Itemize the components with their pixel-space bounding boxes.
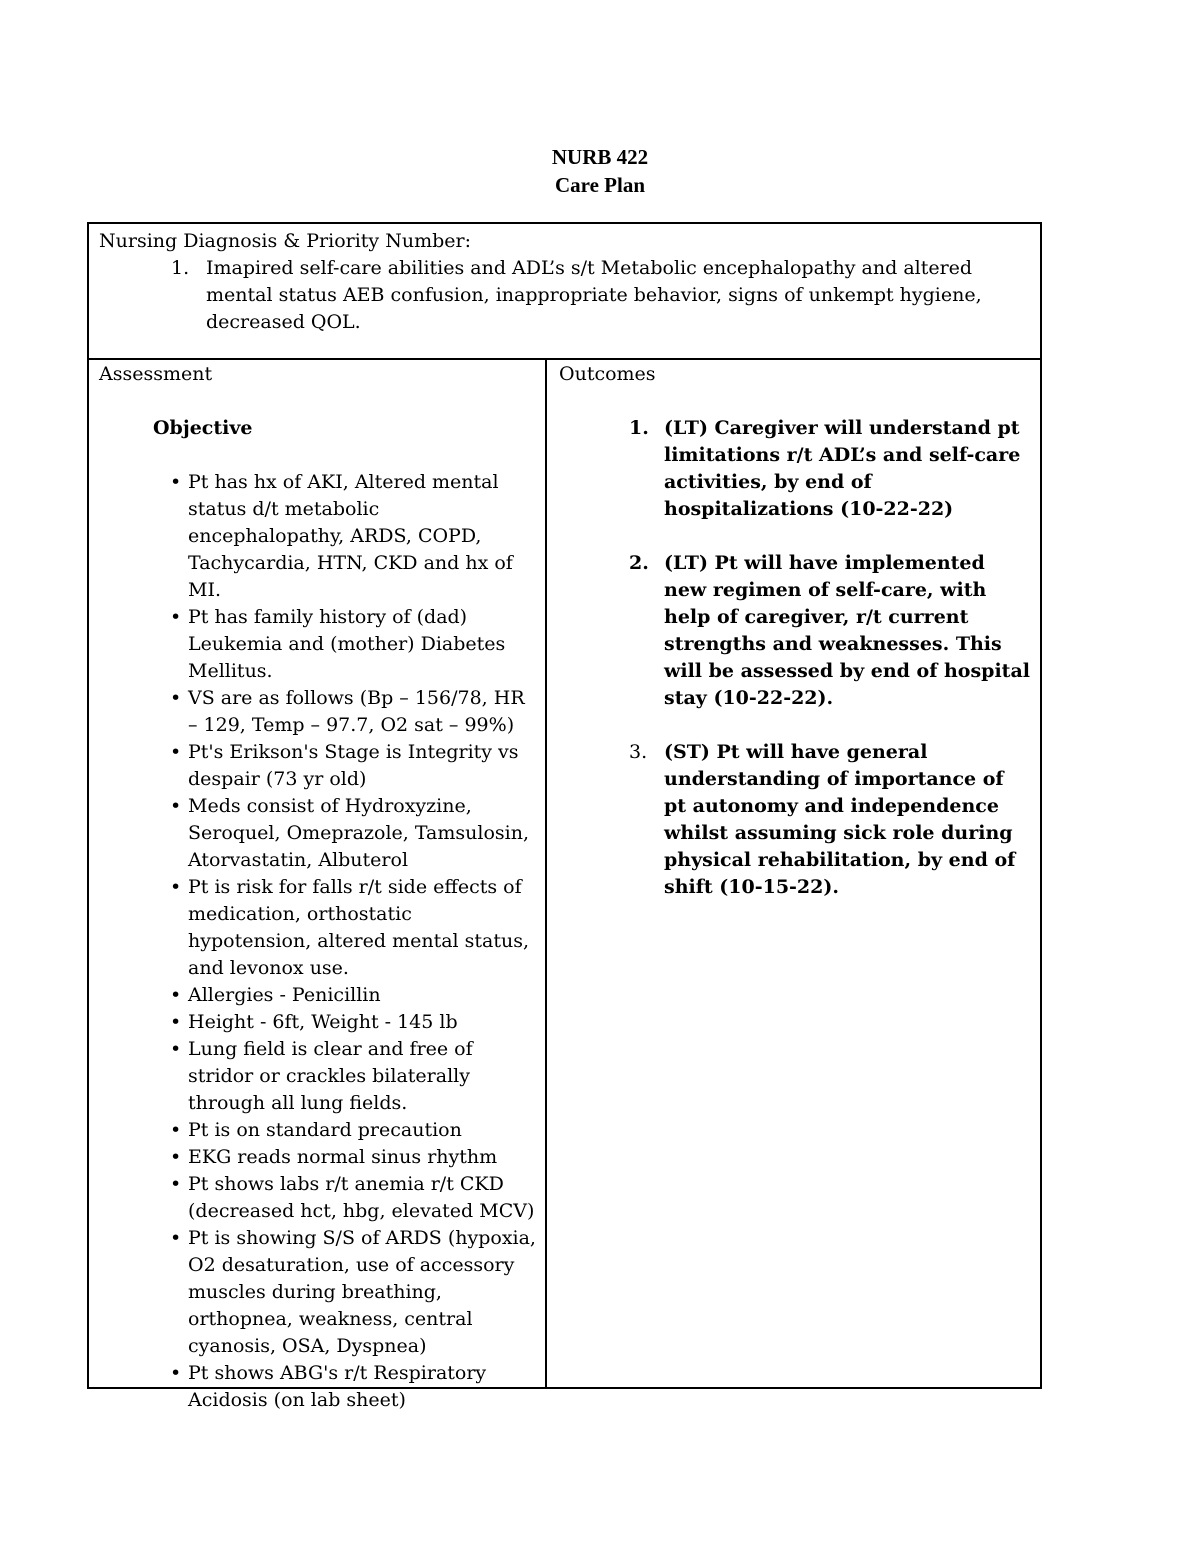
outcome-number: 1. bbox=[629, 417, 649, 439]
assessment-item-text: VS are as follows (Bp – 156/78, HR – 129, Temp – 97.7, O2 sat – 99%) bbox=[188, 687, 525, 736]
nursing-diagnosis-section bbox=[89, 224, 1040, 360]
care-plan-table bbox=[87, 222, 1042, 1411]
bullet-icon: • bbox=[170, 1146, 182, 1168]
outcome-text: (LT) Caregiver will understand pt limitations r/t ADL’s and self-care activities, by end of hospitalizations (10-22-22) bbox=[664, 417, 1021, 520]
bullet-icon: • bbox=[170, 1227, 182, 1249]
diagnosis-list bbox=[99, 255, 1040, 336]
assessment-list bbox=[99, 469, 537, 1414]
assessment-item bbox=[99, 1117, 537, 1144]
bullet-icon: • bbox=[170, 1173, 182, 1195]
outcomes-list bbox=[559, 415, 1032, 901]
assessment-item-text: Pt has family history of (dad) Leukemia and (mother) Diabetes Mellitus. bbox=[188, 606, 506, 682]
assessment-label: Assessment bbox=[99, 363, 213, 385]
objective-heading: Objective bbox=[153, 417, 253, 439]
outcome-text: (ST) Pt will have general understanding of importance of pt autonomy and independence whilst assuming sick role during physical rehabilitation, by end of shift (10-15-22). bbox=[664, 741, 1016, 898]
bullet-icon: • bbox=[170, 687, 182, 709]
assessment-column bbox=[89, 360, 547, 1411]
nursing-diagnosis-label: Nursing Diagnosis & Priority Number: bbox=[99, 230, 471, 252]
diagnosis-item bbox=[99, 255, 1040, 336]
assessment-item-text: Pt is risk for falls r/t side effects of medication, orthostatic hypotension, altered mental status, and levonox use. bbox=[188, 876, 530, 979]
assessment-item bbox=[99, 1009, 537, 1036]
bullet-icon: • bbox=[170, 741, 182, 763]
assessment-item bbox=[99, 1225, 537, 1360]
assessment-item bbox=[99, 1360, 537, 1414]
outcomes-label: Outcomes bbox=[559, 363, 656, 385]
bullet-icon: • bbox=[170, 795, 182, 817]
assessment-item-text: Lung field is clear and free of stridor or crackles bilaterally through all lung fields. bbox=[188, 1038, 473, 1114]
assessment-item-text: Allergies - Penicillin bbox=[188, 984, 381, 1006]
assessment-item bbox=[99, 604, 537, 685]
bullet-icon: • bbox=[170, 1362, 182, 1384]
assessment-item-text: Pt shows labs r/t anemia r/t CKD (decreased hct, hbg, elevated MCV) bbox=[188, 1173, 535, 1222]
assessment-item-text: Pt shows ABG's r/t Respiratory Acidosis (on lab sheet) bbox=[188, 1362, 487, 1411]
bullet-icon: • bbox=[170, 876, 182, 898]
outcome-item bbox=[559, 550, 1032, 712]
assessment-item-text: Pt is on standard precaution bbox=[188, 1119, 462, 1141]
assessment-item bbox=[99, 469, 537, 604]
assessment-item bbox=[99, 685, 537, 739]
course-code: NURB 422 bbox=[551, 145, 649, 169]
assessment-item-text: Pt is showing S/S of ARDS (hypoxia, O2 desaturation, use of accessory muscles during breathing, orthopnea, weakness, central cyanosis, OSA, Dyspnea) bbox=[188, 1227, 536, 1357]
assessment-item bbox=[99, 1144, 537, 1171]
bullet-icon: • bbox=[170, 1038, 182, 1060]
assessment-item bbox=[99, 982, 537, 1009]
bullet-icon: • bbox=[170, 1119, 182, 1141]
assessment-item-text: Meds consist of Hydroxyzine, Seroquel, Omeprazole, Tamsulosin, Atorvastatin, Albuterol bbox=[188, 795, 529, 871]
document-header bbox=[0, 143, 1200, 199]
assessment-item bbox=[99, 739, 537, 793]
assessment-item bbox=[99, 874, 537, 982]
assessment-item-text: Height - 6ft, Weight - 145 lb bbox=[188, 1011, 458, 1033]
assessment-item bbox=[99, 793, 537, 874]
outcome-item bbox=[559, 739, 1032, 901]
assessment-item bbox=[99, 1171, 537, 1225]
assessment-item bbox=[99, 1036, 537, 1117]
document-title: Care Plan bbox=[554, 173, 646, 197]
bullet-icon: • bbox=[170, 606, 182, 628]
diagnosis-number: 1. bbox=[171, 257, 190, 279]
outcome-number: 2. bbox=[629, 552, 649, 574]
assessment-item-text: EKG reads normal sinus rhythm bbox=[188, 1146, 498, 1168]
assessment-item-text: Pt has hx of AKI, Altered mental status d/t metabolic encephalopathy, ARDS, COPD, Tachycardia, HTN, CKD and hx of MI. bbox=[188, 471, 513, 601]
outcome-number: 3. bbox=[629, 741, 648, 763]
assessment-item-text: Pt's Erikson's Stage is Integrity vs despair (73 yr old) bbox=[188, 741, 519, 790]
diagnosis-text: Imapired self-care abilities and ADL’s s/t Metabolic encephalopathy and altered mental status AEB confusion, inappropriate behavior, signs of unkempt hygiene, decreased QOL. bbox=[206, 257, 982, 333]
bullet-icon: • bbox=[170, 1011, 182, 1033]
outcome-text: (LT) Pt will have implemented new regimen of self-care, with help of caregiver, r/t current strengths and weaknesses. This will be assessed by end of hospital stay (10-22-22). bbox=[664, 552, 1030, 709]
bullet-icon: • bbox=[170, 471, 182, 493]
outcomes-column bbox=[547, 360, 1040, 1387]
outcome-item bbox=[559, 415, 1032, 523]
bullet-icon: • bbox=[170, 984, 182, 1006]
